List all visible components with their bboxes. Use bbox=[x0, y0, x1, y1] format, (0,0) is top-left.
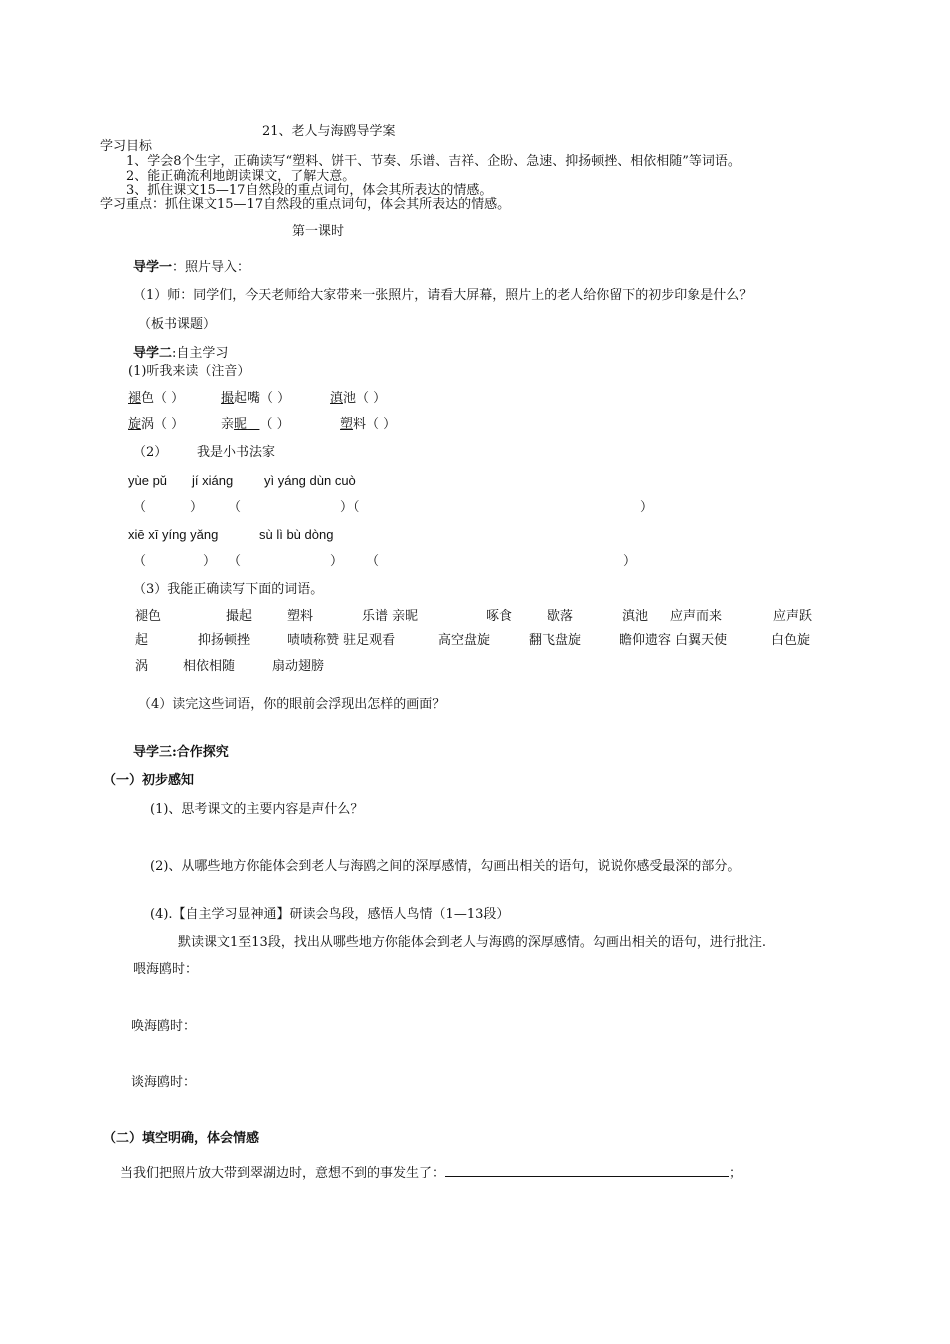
pinyin-4: xiē xī yíng yǎng bbox=[128, 527, 219, 542]
pinyin-word-1 bbox=[128, 391, 184, 407]
pinyin-word-2 bbox=[221, 391, 290, 407]
word-rest: 色 bbox=[141, 391, 155, 406]
vocab-word: 撮起 bbox=[226, 609, 253, 624]
word-rest: 料 bbox=[353, 417, 367, 432]
underlined-char: 撮 bbox=[221, 391, 235, 406]
word-rest: 池 bbox=[343, 391, 357, 406]
vocab-word: 相依相随 bbox=[183, 659, 236, 674]
objective-3: 3、抓住课文15—17自然段的重点词句，体会其所表达的情感。 bbox=[126, 183, 493, 198]
paren-close: ） bbox=[190, 500, 204, 515]
pinyin-word-6 bbox=[340, 417, 396, 433]
answer-paren: （ ） bbox=[154, 391, 185, 406]
guide2-heading bbox=[133, 346, 228, 362]
guide1-question: （1）师：同学们，今天老师给大家带来一张照片，请看大屏幕，照片上的老人给你留下的初步印象是什么？ bbox=[133, 288, 753, 303]
vocab-word: 起 bbox=[135, 633, 149, 648]
doc-title: 21、老人与海鸥导学案 bbox=[262, 124, 396, 139]
part2-heading: （二）填空明确，体会情感 bbox=[103, 1131, 260, 1146]
paren-close: ） bbox=[640, 500, 654, 515]
guide3-heading: 导学三:合作探究 bbox=[133, 745, 229, 760]
paren-open: （ bbox=[228, 500, 242, 515]
objective-2: 2、能正确流利地朗读课文，了解大意。 bbox=[126, 169, 356, 184]
guide1-heading bbox=[133, 260, 250, 276]
pinyin-3: yì yáng dùn cuò bbox=[264, 473, 356, 488]
underlined-char: 旋 bbox=[128, 417, 142, 432]
underlined-char: 塑 bbox=[340, 417, 354, 432]
vocab-word: 歇落 bbox=[547, 609, 574, 624]
paren-close-open: ）（ bbox=[340, 500, 360, 515]
vocab-word: 瞻仰遗容 白翼天使 bbox=[619, 633, 728, 648]
objective-1: 1、学会8个生字，正确读写“塑料、饼干、节奏、乐谱、吉祥、企盼、急速、抑扬顿挫、相依相随”等词语。 bbox=[126, 154, 741, 169]
guide2-sub4: （4）读完这些词语，你的眼前会浮现出怎样的画面？ bbox=[138, 697, 446, 712]
underlined-char: 昵 bbox=[234, 417, 248, 432]
pinyin-word-5 bbox=[221, 417, 290, 433]
vocab-word: 应声而来 bbox=[670, 609, 723, 624]
vocab-word: 塑料 bbox=[287, 609, 314, 624]
key-point: 学习重点：抓住课文15—17自然段的重点词句，体会其所表达的情感。 bbox=[100, 197, 511, 212]
guide3-q4-desc: 默读课文1至13段，找出从哪些地方你能体会到老人与海鸥的深厚感情。勾画出相关的语句，进行批注. bbox=[178, 935, 766, 950]
paren-close: ） bbox=[203, 554, 217, 569]
guide2-text: :自主学习 bbox=[172, 346, 229, 361]
feed-label: 喂海鸥时： bbox=[133, 962, 199, 977]
paren-close: ） bbox=[330, 554, 344, 569]
fill-text: 当我们把照片放大带到翠湖边时，意想不到的事发生了： bbox=[120, 1166, 446, 1181]
guide2-sub3: （3）我能正确读写下面的词语。 bbox=[133, 582, 324, 597]
paren-open: （ bbox=[133, 554, 147, 569]
word-rest: 起嘴 bbox=[234, 391, 261, 406]
vocab-word: 高空盘旋 bbox=[438, 633, 491, 648]
pinyin-1: yùe pǔ bbox=[128, 473, 168, 488]
guide2-sub2-text: 我是小书法家 bbox=[197, 445, 276, 460]
objectives-heading: 学习目标 bbox=[100, 139, 153, 154]
guide3-q1: (1)、思考课文的主要内容是声什么？ bbox=[150, 802, 364, 817]
part1-heading: （一）初步感知 bbox=[103, 773, 195, 788]
guide1-board: （板书课题） bbox=[138, 317, 217, 332]
vocab-word: 涡 bbox=[135, 659, 149, 674]
answer-paren: （ ） bbox=[366, 417, 397, 432]
vocab-word: 啄食 bbox=[486, 609, 513, 624]
pinyin-5: sù lì bù dòng bbox=[259, 527, 334, 542]
pinyin-word-4 bbox=[128, 417, 184, 433]
vocab-word: 应声跃 bbox=[773, 609, 813, 624]
guide2-sub2-num: （2） bbox=[133, 445, 168, 460]
underlined-char: 滇 bbox=[330, 391, 344, 406]
pinyin-2: jí xiáng bbox=[192, 473, 234, 488]
vocab-word: 褪色 bbox=[135, 609, 162, 624]
guide2-sub1: (1)听我来读（注音） bbox=[128, 364, 251, 379]
talk-label: 谈海鸥时： bbox=[131, 1075, 197, 1090]
vocab-word: 抑扬顿挫 bbox=[198, 633, 251, 648]
vocab-word: 扇动翅膀 bbox=[272, 659, 325, 674]
guide1-text: ：照片导入： bbox=[172, 260, 251, 275]
pinyin-word-3 bbox=[330, 391, 386, 407]
paren-open: （ bbox=[133, 500, 147, 515]
underlined-char: 褪 bbox=[128, 391, 142, 406]
vocab-word: 啧啧称赞 驻足观看 bbox=[287, 633, 396, 648]
word-rest: 涡 bbox=[141, 417, 155, 432]
paren-open: （ bbox=[366, 554, 380, 569]
guide1-label: 导学一 bbox=[133, 260, 173, 275]
word-pre: 亲 bbox=[221, 417, 235, 432]
guide3-q4: (4).【自主学习显神通】研读会鸟段，感悟人鸟情（1—13段） bbox=[150, 907, 510, 922]
vocab-word: 翻飞盘旋 bbox=[529, 633, 582, 648]
guide2-label: 导学二 bbox=[133, 346, 173, 361]
vocab-word: 乐谱 亲昵 bbox=[362, 609, 419, 624]
lesson-label: 第一课时 bbox=[292, 224, 345, 239]
fill-line bbox=[120, 1164, 742, 1182]
paren-close: ） bbox=[623, 554, 637, 569]
call-label: 唤海鸥时： bbox=[131, 1019, 197, 1034]
answer-paren: （ ） bbox=[260, 391, 291, 406]
paren-open: （ bbox=[228, 554, 242, 569]
fill-blank[interactable] bbox=[445, 1164, 729, 1177]
answer-paren: （ ） bbox=[356, 391, 387, 406]
guide3-q2: (2)、从哪些地方你能体会到老人与海鸥之间的深厚感情，勾画出相关的语句，说说你感受最深的部分。 bbox=[150, 859, 741, 874]
answer-paren: （ ） bbox=[154, 417, 185, 432]
fill-end: ； bbox=[729, 1166, 743, 1181]
vocab-word: 滇池 bbox=[622, 609, 649, 624]
answer-paren: （ ） bbox=[259, 417, 290, 432]
vocab-word: 白色旋 bbox=[771, 633, 811, 648]
